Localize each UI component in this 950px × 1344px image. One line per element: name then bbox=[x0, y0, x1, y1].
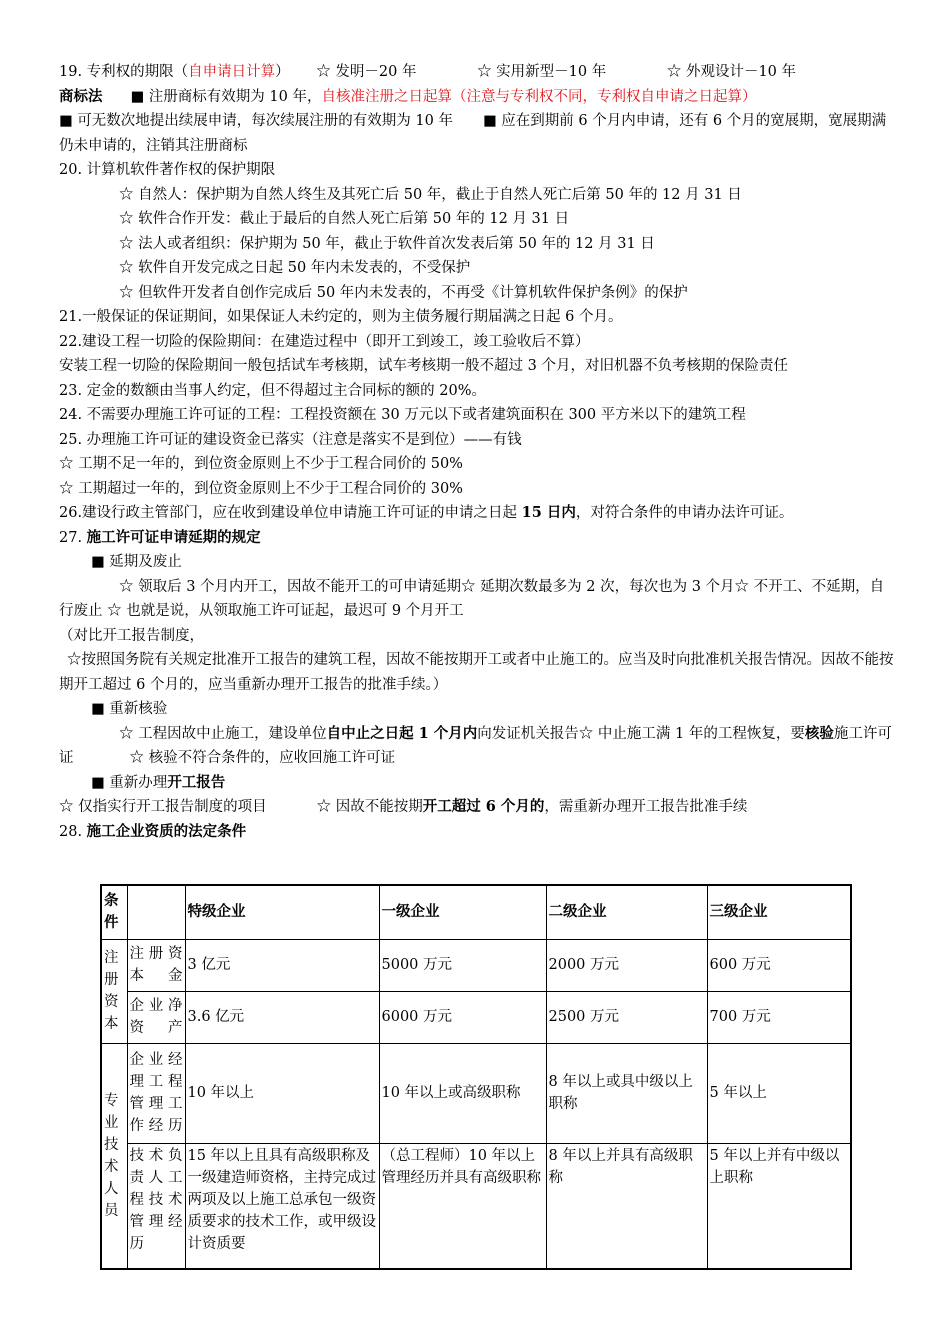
table-cell: 8 年以上并具有高级职称 bbox=[546, 1143, 707, 1269]
item-22-install: 安装工程一切险的保险期间一般包括试车考核期，试车考核期一般不超过 3 个月，对旧机器不负考核期的保险责任 bbox=[59, 358, 788, 374]
table-header-cell: 特级企业 bbox=[185, 885, 379, 939]
row-label: 注册资本金 bbox=[127, 939, 185, 991]
item-27-reverify-text: ☆ 工程因故中止施工，建设单位自中止之日起 1 个月内向发证机关报告☆ 中止施工满 1 年的工程恢复，要核验施工许可证 ☆ 核验不符合条件的，应收回施工许可证 bbox=[59, 724, 892, 766]
item-27-compare: （对比开工报告制度， bbox=[59, 627, 204, 644]
table-header-cell: 条件 bbox=[101, 885, 127, 939]
table-row bbox=[101, 1043, 851, 1143]
trademark-renewal: ■ 可无数次地提出续展申请，每次续展注册的有效期为 10 年 ■ 应在到期前 6 个月内申请，还有 6 个月的宽展期，宽展期满仍未申请的，注销其注册商标 bbox=[59, 113, 887, 154]
table-cell: 2000 万元 bbox=[546, 939, 707, 991]
item-20-line: ☆ 法人或者组织：保护期为 50 年，截止于软件首次发表后第 50 年的 12 月 31 日 bbox=[119, 235, 655, 252]
table-cell: 10 年以上 bbox=[185, 1043, 379, 1143]
table-header-cell: 三级企业 bbox=[707, 885, 851, 939]
table-cell: 2500 万元 bbox=[546, 991, 707, 1043]
item-26: 26.建设行政主管部门，应在收到建设单位申请施工许可证的申请之日起 15 日内，对符合条件的申请办法许可证。 bbox=[59, 504, 794, 521]
item-19 bbox=[59, 60, 895, 85]
table-cell: 700 万元 bbox=[707, 991, 851, 1043]
table-cell: 10 年以上或高级职称 bbox=[379, 1043, 546, 1143]
item-27-heading-reverify: ■ 重新核验 bbox=[91, 701, 168, 717]
table-header-cell bbox=[127, 885, 185, 939]
item-20-line: ☆ 软件自开发完成之日起 50 年内未发表的，不受保护 bbox=[119, 260, 471, 276]
item-22: 22.建设工程一切险的保险期间：在建造过程中（即开工到竣工，竣工验收后不算） bbox=[59, 333, 590, 350]
table-cell: 8 年以上或具中级以上职称 bbox=[546, 1043, 707, 1143]
trademark-title: 商标法 bbox=[59, 87, 103, 105]
table-row bbox=[101, 939, 851, 991]
item-27-compare-text: ☆按照国务院有关规定批准开工报告的建筑工程，因故不能按期开工或者中止施工的。应当及时向批准机关报告情况。因故不能按期开工超过 6 个月的，应当重新办理开工报告的批准手续。） bbox=[59, 652, 894, 693]
table-cell: （总工程师）10 年以上管理经历并具有高级职称 bbox=[379, 1143, 546, 1269]
table-header-cell: 二级企业 bbox=[546, 885, 707, 939]
trademark-line bbox=[59, 85, 895, 110]
item-24: 24. 不需要办理施工许可证的工程：工程投资额在 30 万元以下或者建筑面积在 300 平方米以下的建筑工程 bbox=[59, 407, 746, 423]
row-label: 技术负责人工程技术管理经历 bbox=[127, 1143, 185, 1269]
trademark-red: 自核准注册之日起算（注意与专利权不同，专利权自申请之日起算） bbox=[321, 88, 757, 105]
item-19-red: 自申请日计算 bbox=[188, 64, 276, 80]
item-19-prefix: 19. 专利权的期限（ bbox=[59, 64, 189, 80]
item-20-title: 20. 计算机软件著作权的保护期限 bbox=[59, 162, 276, 178]
item-27-heading-report: ■ 重新办理开工报告 bbox=[91, 773, 226, 791]
row-label: 企业净资产 bbox=[127, 991, 185, 1043]
item-20-line: ☆ 软件合作开发：截止于最后的自然人死亡后第 50 年的 12 月 31 日 bbox=[119, 211, 570, 227]
item-19-suffix: ） bbox=[275, 64, 290, 80]
item-21: 21.一般保证的保证期间，如果保证人未约定的，则为主债务履行期届满之日起 6 个月。 bbox=[59, 309, 623, 325]
table-cell: 5 年以上并有中级以上职称 bbox=[707, 1143, 851, 1269]
table-header-row bbox=[101, 885, 851, 939]
table-cell: 600 万元 bbox=[707, 939, 851, 991]
trademark-text: ■ 注册商标有效期为 10 年， bbox=[130, 88, 322, 105]
item-27-heading-extension: ■ 延期及废止 bbox=[91, 554, 182, 570]
table-cell: 6000 万元 bbox=[379, 991, 546, 1043]
group-label-capital: 注册资本 bbox=[101, 939, 127, 1043]
table-header-cell: 一级企业 bbox=[379, 885, 546, 939]
item-20-line: ☆ 自然人：保护期为自然人终生及其死亡后 50 年，截止于自然人死亡后第 50 年的 12 月 31 日 bbox=[119, 186, 742, 203]
item-27-report-text: ☆ 仅指实行开工报告制度的项目 ☆ 因故不能按期开工超过 6 个月的，需重新办理开工报告批准手续 bbox=[59, 798, 748, 815]
document-body bbox=[59, 60, 895, 844]
group-label-staff: 专业技术人员 bbox=[101, 1043, 127, 1269]
table-cell: 5 年以上 bbox=[707, 1043, 851, 1143]
table-cell: 15 年以上且具有高级职称及一级建造师资格，主持完成过两项及以上施工总承包一级资质要求的技术工作，或甲级设计资质要 bbox=[185, 1143, 379, 1269]
item-28-title: 28. 施工企业资质的法定条件 bbox=[59, 822, 247, 840]
item-27-extension-text: ☆ 领取后 3 个月内开工，因故不能开工的可申请延期☆ 延期次数最多为 2 次，每次也为 3 个月☆ 不开工、不延期，自行废止 ☆ 也就是说，从领取施工许可证起，最迟可 9 个月开工 bbox=[59, 578, 885, 619]
table-cell: 5000 万元 bbox=[379, 939, 546, 991]
item-25-b: ☆ 工期超过一年的，到位资金原则上不少于工程合同价的 30% bbox=[59, 480, 463, 497]
item-27-title: 27. 施工许可证申请延期的规定 bbox=[59, 528, 261, 546]
table-row bbox=[101, 1143, 851, 1269]
item-23: 23. 定金的数额由当事人约定，但不得超过主合同标的额的 20%。 bbox=[59, 382, 487, 399]
row-label: 企业经理工程管理工作经历 bbox=[127, 1043, 185, 1143]
item-25: 25. 办理施工许可证的建设资金已落实（注意是落实不是到位）——有钱 bbox=[59, 431, 522, 448]
item-25-a: ☆ 工期不足一年的，到位资金原则上不少于工程合同价的 50% bbox=[59, 456, 463, 472]
item-19-utility: ☆ 实用新型－10 年 bbox=[477, 64, 607, 80]
qualification-table bbox=[100, 884, 852, 1270]
table-cell: 3.6 亿元 bbox=[185, 991, 379, 1043]
table-cell: 3 亿元 bbox=[185, 939, 379, 991]
item-19-design: ☆ 外观设计－10 年 bbox=[666, 64, 797, 80]
table-row bbox=[101, 991, 851, 1043]
item-19-invention: ☆ 发明－20 年 bbox=[316, 64, 417, 80]
item-20-line: ☆ 但软件开发者自创作完成后 50 年内未发表的，不再受《计算机软件保护条例》的保护 bbox=[119, 284, 688, 301]
